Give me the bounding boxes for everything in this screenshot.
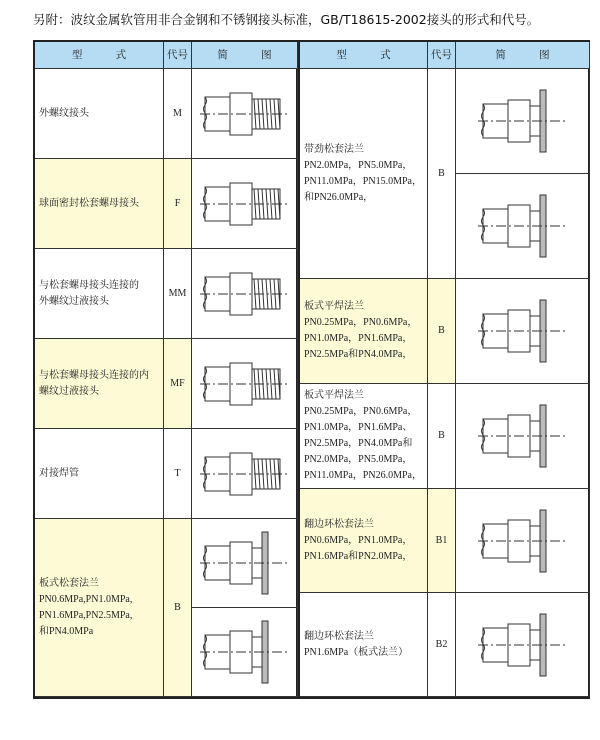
right-header-type [300, 42, 428, 69]
type-text: 对接焊管 [39, 467, 79, 479]
code-text: MM [168, 287, 187, 299]
code-text: B [174, 601, 181, 613]
type-cell [35, 429, 164, 519]
weld-neck-flange-icon [456, 384, 590, 489]
right-header-code [428, 42, 456, 69]
type-text: 翻边环松套法兰 [304, 630, 374, 642]
code-text: B [438, 430, 445, 441]
right-table [298, 40, 590, 699]
type-text: 板式平焊法兰 [304, 301, 364, 312]
lap-joint-plate-flange-icon [456, 593, 590, 697]
code-text: MF [170, 377, 185, 389]
plate-loose-flange-icon [192, 608, 298, 697]
type-text: 板式松套法兰 [39, 577, 99, 589]
hubbed-loose-flange-icon [456, 174, 590, 279]
type-text: 外螺纹接头 [39, 107, 89, 119]
type-cell [35, 249, 164, 339]
type-text: PN1.6MPa和PN2.0MPa， [304, 550, 413, 562]
code-text: B [438, 325, 445, 336]
code-text: B1 [435, 534, 448, 546]
type-text: 和PN4.0MPa [39, 625, 94, 637]
type-cell [300, 69, 428, 279]
type-text: PN2.0MPa，PN5.0MPa， [304, 159, 413, 171]
type-text: 翻边环松套法兰 [304, 518, 374, 530]
code-cell [164, 519, 192, 697]
code-text: M [173, 107, 182, 119]
plate-slip-on-flange-icon [456, 279, 590, 384]
type-cell [35, 159, 164, 249]
type-cell [300, 489, 428, 593]
type-text: 螺纹过液接头 [39, 385, 99, 397]
type-text: PN2.5MPa，PN4.0MPa和 [304, 438, 413, 449]
female-adapter-icon [192, 339, 298, 429]
header-label: 简 图 [495, 49, 550, 61]
type-text: PN2.0MPa，PN5.0MPa， [304, 454, 413, 465]
hubbed-loose-flange-icon [456, 69, 590, 174]
left-header-type [35, 42, 164, 69]
code-cell [428, 384, 456, 489]
spherical-seal-nut-fitting-icon [192, 159, 298, 249]
code-cell [164, 159, 192, 249]
code-cell [428, 489, 456, 593]
type-text: PN1.0MPa，PN1.6MPa、 [304, 422, 413, 433]
type-text: PN0.25MPa，PN0.6MPa， [304, 317, 418, 328]
page-title: 另附：波纹金属软管用非合金钢和不锈钢接头标准，GB/T18615-2002接头的形式和代号。 [33, 12, 540, 27]
type-text: PN0.6MPa,PN1.0MPa, [39, 593, 133, 605]
type-text: PN1.6MPa（板式法兰） [304, 646, 409, 658]
type-text: PN0.6MPa，PN1.0MPa， [304, 534, 413, 546]
type-text: 外螺纹过液接头 [39, 295, 109, 307]
code-cell [164, 429, 192, 519]
type-cell [35, 69, 164, 159]
code-cell [164, 339, 192, 429]
code-text: T [174, 467, 181, 479]
header-label: 简 图 [217, 49, 272, 61]
type-cell [300, 593, 428, 697]
type-text: 和PN26.0MPa， [304, 191, 374, 203]
type-text: PN2.5MPa和PN4.0MPa， [304, 349, 413, 360]
type-cell [300, 279, 428, 384]
plate-loose-flange-icon [192, 519, 298, 608]
type-text: 与松套螺母接头连接的内 [39, 369, 149, 381]
type-text: PN1.6MPa,PN2.5MPa, [39, 609, 133, 621]
male-adapter-icon [192, 249, 298, 339]
type-cell [35, 339, 164, 429]
type-text: 带劲松套法兰 [304, 143, 364, 155]
type-text: PN11.0MPa，PN15.0MPa， [304, 175, 422, 187]
code-text: B [438, 167, 445, 179]
type-text: PN11.0MPa，PN26.0MPa， [304, 470, 422, 481]
left-table [33, 40, 298, 699]
male-thread-fitting-icon [192, 69, 298, 159]
left-header-diagram [192, 42, 298, 69]
type-text: 球面密封松套螺母接头 [39, 197, 139, 209]
header-label: 代号 [167, 49, 188, 61]
right-header-diagram [456, 42, 590, 69]
butt-weld-pipe-icon [192, 429, 298, 519]
type-text: PN1.0MPa，PN1.6MPa， [304, 333, 413, 344]
type-cell [300, 384, 428, 489]
type-text: 与松套螺母接头连接的 [39, 279, 139, 291]
type-text: PN0.25MPa，PN0.6MPa， [304, 406, 418, 417]
code-cell [164, 69, 192, 159]
header-label: 型 式 [336, 49, 391, 61]
code-cell [164, 249, 192, 339]
code-text: F [174, 197, 181, 209]
code-text: B2 [435, 638, 448, 650]
lap-joint-flange-icon [456, 489, 590, 593]
header-label: 代号 [431, 49, 452, 61]
left-header-code [164, 42, 192, 69]
code-cell [428, 69, 456, 279]
code-cell [428, 593, 456, 697]
type-cell [35, 519, 164, 697]
type-text: 板式平焊法兰 [304, 390, 364, 401]
header-label: 型 式 [71, 49, 127, 61]
code-cell [428, 279, 456, 384]
